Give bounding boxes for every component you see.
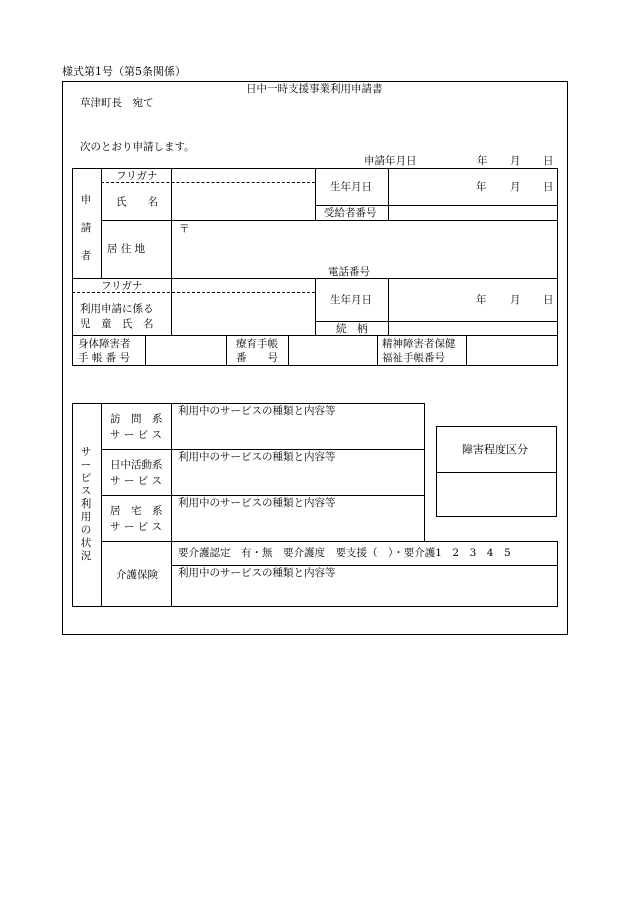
kaigo-content-label: 利用中のサービスの種類と内容等	[178, 567, 336, 579]
visit-service-label-1: 訪 問 系	[110, 413, 163, 425]
daytime-service-label-1: 日中活動系	[110, 459, 163, 471]
child-name-field[interactable]	[172, 293, 314, 334]
home-service-label-2: サ ー ビ ス	[110, 521, 163, 533]
application-date-label: 申請年月日	[364, 155, 417, 167]
date-month: 月	[510, 155, 521, 167]
disability-level-label: 障害程度区分	[462, 443, 528, 456]
home-service-field[interactable]	[172, 510, 423, 540]
recipient-number-label: 受給者番号	[324, 207, 377, 219]
applicant-furigana-field[interactable]	[172, 169, 314, 182]
ryoiku-handbook-field[interactable]	[289, 336, 376, 364]
date-year: 年	[477, 155, 488, 167]
date-day: 日	[543, 155, 554, 167]
applicant-name-field[interactable]	[172, 183, 314, 219]
daytime-service-field[interactable]	[172, 464, 423, 494]
child-birth-month: 月	[510, 294, 521, 306]
applicant-name-label: 氏 名	[116, 196, 158, 208]
disability-level-field[interactable]	[437, 473, 556, 516]
postal-mark: 〒	[179, 223, 190, 235]
form-title: 日中一時支援事業利用申請書	[246, 83, 383, 95]
physical-handbook-label-1: 身体障害者	[78, 338, 131, 350]
form-number-label: 様式第1号（第5条関係）	[62, 65, 186, 78]
child-furigana-label: フリガナ	[101, 280, 143, 292]
child-birth-field[interactable]	[389, 279, 556, 320]
mental-handbook-label-2: 福祉手帳番号	[382, 352, 445, 364]
ryoiku-handbook-label-2: 番 号	[236, 352, 278, 364]
applicant-section-label: 申請者	[80, 194, 92, 262]
mental-handbook-label-1: 精神障害者保健	[382, 338, 456, 350]
relation-field[interactable]	[389, 322, 556, 334]
home-service-label-1: 居 宅 系	[110, 505, 163, 517]
child-birth-year: 年	[476, 294, 487, 306]
applicant-birth-label: 生年月日	[330, 181, 372, 193]
applicant-address-field[interactable]	[172, 221, 556, 265]
child-furigana-field[interactable]	[172, 279, 314, 292]
kaigo-content-field[interactable]	[172, 580, 556, 605]
recipient-number-field[interactable]	[389, 206, 556, 219]
home-service-content-label: 利用中のサービスの種類と内容等	[178, 497, 336, 509]
child-name-label-1: 利用申請に係る	[80, 303, 154, 315]
child-name-label-2: 児 童 氏 名	[80, 318, 154, 330]
applicant-birth-day: 日	[543, 181, 554, 193]
visit-service-label-2: サ ー ビ ス	[110, 429, 163, 441]
visit-service-field[interactable]	[172, 418, 423, 448]
addressee: 草津町長 宛て	[80, 97, 154, 109]
kaigo-label: 介護保険	[116, 569, 158, 581]
applicant-birth-month: 月	[510, 181, 521, 193]
applicant-birth-year: 年	[476, 181, 487, 193]
mental-handbook-field[interactable]	[467, 336, 556, 364]
kaigo-certification-text: 要介護認定 有・無 要介護度 要支援（ ）・要介護1 2 3 4 5	[178, 547, 511, 559]
visit-service-content-label: 利用中のサービスの種類と内容等	[178, 405, 336, 417]
applicant-address-label: 居 住 地	[107, 243, 146, 255]
ryoiku-handbook-label-1: 療育手帳	[236, 338, 278, 350]
intro-text: 次のとおり申請します。	[80, 141, 195, 153]
child-birth-day: 日	[543, 294, 554, 306]
physical-handbook-field[interactable]	[146, 336, 225, 364]
physical-handbook-label-2: 手 帳 番 号	[78, 352, 131, 364]
relation-label: 続 柄	[336, 323, 368, 335]
service-section-label: サービス利用の状況	[80, 446, 92, 562]
applicant-birth-field[interactable]	[389, 169, 556, 204]
daytime-service-content-label: 利用中のサービスの種類と内容等	[178, 451, 336, 463]
phone-label: 電話番号	[328, 266, 370, 278]
daytime-service-label-2: サ ー ビ ス	[110, 475, 163, 487]
applicant-furigana-label: フリガナ	[116, 170, 158, 182]
child-birth-label: 生年月日	[330, 294, 372, 306]
